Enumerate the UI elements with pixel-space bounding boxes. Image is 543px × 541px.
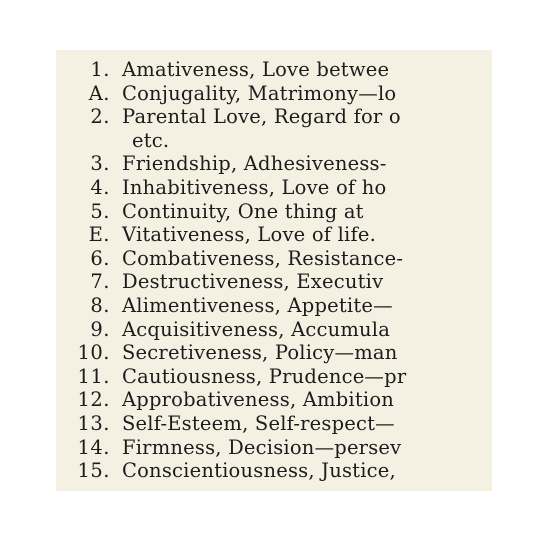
- item-number: 5.: [90, 199, 110, 223]
- list-item: [56, 247, 406, 271]
- item-text: Combativeness, Resistance-: [122, 246, 404, 270]
- item-text: Parental Love, Regard for o: [122, 105, 401, 129]
- list-item: [56, 412, 406, 436]
- item-text: Vitativeness, Love of life.: [122, 223, 377, 247]
- list-item: [56, 270, 406, 294]
- list-item: [56, 436, 406, 460]
- item-text: Conscientiousness, Justice,: [122, 459, 396, 483]
- item-text: Continuity, One thing at: [122, 199, 364, 223]
- item-text: Amativeness, Love betwee: [122, 58, 390, 81]
- list-item: [56, 294, 406, 318]
- item-text: Inhabitiveness, Love of ho: [122, 175, 387, 199]
- item-number: 13.: [77, 411, 110, 435]
- item-number: 10.: [77, 341, 110, 365]
- item-text: Secretiveness, Policy—man: [122, 341, 398, 365]
- item-number: 15.: [77, 459, 110, 483]
- list-item: [56, 152, 406, 176]
- item-number: 12.: [77, 388, 110, 412]
- item-text: Self-Esteem, Self-respect—: [122, 411, 395, 435]
- list-item: [56, 318, 406, 342]
- item-number: 3.: [90, 152, 110, 176]
- item-number: 4.: [90, 175, 110, 199]
- page-scan: [56, 50, 492, 491]
- list-item: [56, 82, 406, 106]
- list-item: [56, 200, 406, 224]
- item-text: Conjugality, Matrimony—lo: [122, 81, 397, 105]
- item-number: 8.: [90, 293, 110, 317]
- item-number: 2.: [90, 105, 110, 129]
- list-item: [56, 388, 406, 412]
- item-text: Acquisitiveness, Accumula: [122, 317, 391, 341]
- list-item: [56, 105, 406, 129]
- item-text: Cautiousness, Prudence—pr: [122, 364, 407, 388]
- list-item: [56, 365, 406, 389]
- item-number: A.: [88, 81, 110, 105]
- item-number: 6.: [90, 246, 110, 270]
- item-number: 14.: [77, 435, 110, 459]
- item-text: Approbativeness, Ambition: [122, 388, 395, 412]
- list-item-continuation: [56, 129, 406, 153]
- item-number: 7.: [90, 270, 110, 294]
- item-number: E.: [88, 223, 110, 247]
- item-number: 1.: [90, 58, 110, 81]
- item-text: Destructiveness, Executiv: [122, 270, 384, 294]
- list-item: [56, 341, 406, 365]
- item-text: Alimentiveness, Appetite—: [122, 293, 393, 317]
- list-item: [56, 459, 406, 483]
- list-item: [56, 176, 406, 200]
- list-item: [56, 223, 406, 247]
- item-text: Friendship, Adhesiveness-: [122, 152, 387, 176]
- list-item: [56, 58, 406, 82]
- item-text: Firmness, Decision—persev: [122, 435, 402, 459]
- item-number: 9.: [90, 317, 110, 341]
- faculty-list: [56, 58, 406, 483]
- item-text: etc.: [132, 128, 170, 152]
- item-number: 11.: [77, 364, 110, 388]
